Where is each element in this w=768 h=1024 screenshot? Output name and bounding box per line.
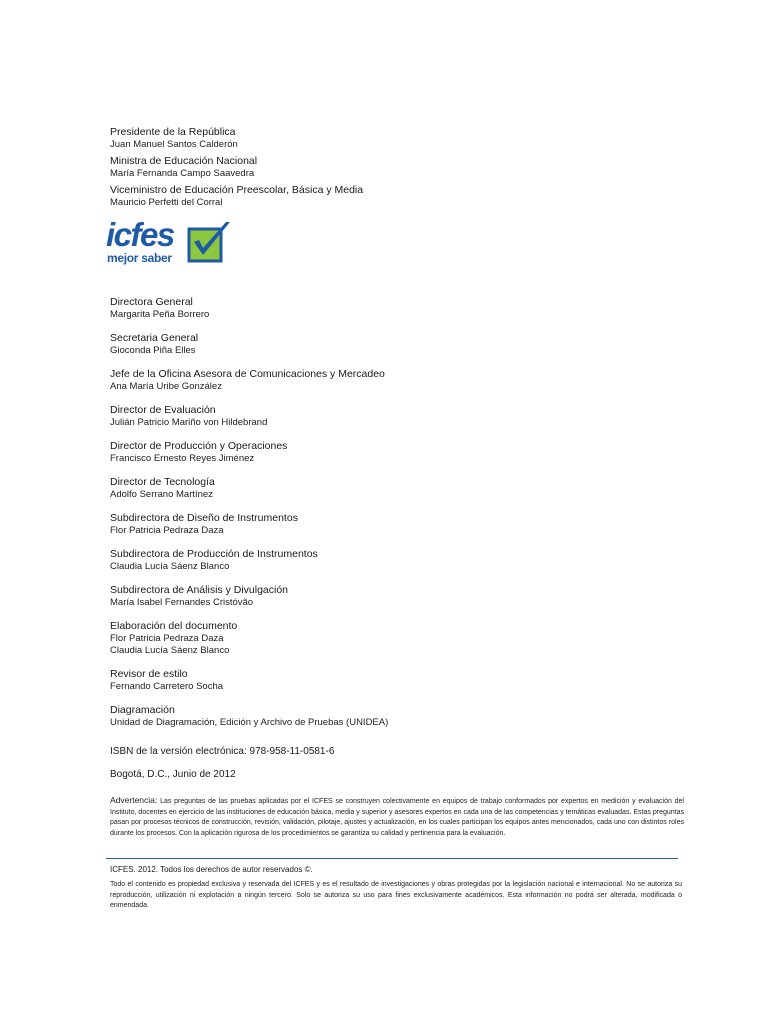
org-role: Director de Evaluación: [110, 404, 216, 416]
org-entry: [110, 332, 680, 357]
org-entry: [110, 440, 680, 465]
icfes-logo: [106, 216, 231, 268]
org-entry: [110, 296, 680, 321]
org-role: Diagramación: [110, 704, 175, 716]
org-role: Elaboración del documento: [110, 620, 238, 632]
org-entry: [110, 368, 680, 393]
org-role: Directora General: [110, 296, 193, 308]
warning-notice: [110, 795, 684, 839]
org-person: Claudia Lucía Sáenz Blanco: [110, 561, 230, 572]
official-entry: [110, 184, 670, 209]
org-entry: [110, 512, 680, 537]
isbn-line: ISBN de la versión electrónica: 978-958-11-0581-6: [110, 746, 335, 757]
org-entry: [110, 404, 680, 429]
org-role: Revisor de estilo: [110, 668, 188, 680]
org-person: Flor Patricia Pedraza Daza: [110, 633, 224, 644]
official-entry: [110, 126, 670, 151]
org-entry: [110, 476, 680, 501]
rights-notice: Todo el contenido es propiedad exclusiva y reservada del ICFES y es el resultado de investigaciones y obras protegidas por la legislación nacional e internacional. No se autoriza su reproducción, utilización ni explotación a ningún tercero. Solo se autoriza su uso para fines exclusivamente académicos. Esta información no podrá ser alterada, modificada o enmendada.: [110, 881, 682, 909]
org-entry: [110, 620, 680, 657]
org-person: Fernando Carretero Socha: [110, 681, 224, 692]
org-role: Subdirectora de Diseño de Instrumentos: [110, 512, 298, 524]
org-entry: [110, 548, 680, 573]
org-person: Unidad de Diagramación, Edición y Archivo de Pruebas (UNIDEA): [110, 717, 389, 728]
org-role: Subdirectora de Análisis y Divulgación: [110, 584, 289, 596]
org-entry: [110, 668, 680, 693]
org-role: Subdirectora de Producción de Instrumentos: [110, 548, 318, 560]
org-entry: [110, 704, 680, 729]
org-role: Director de Tecnología: [110, 476, 215, 488]
org-person: Julián Patricio Mariño von Hildebrand: [110, 417, 268, 428]
official-name: Juan Manuel Santos Calderón: [110, 139, 238, 150]
org-person: Ana María Uribe González: [110, 381, 222, 392]
org-person: Flor Patricia Pedraza Daza: [110, 525, 224, 536]
official-name: María Fernanda Campo Saavedra: [110, 168, 255, 179]
logo-word: icfes: [106, 216, 174, 253]
official-name: Mauricio Perfetti del Corral: [110, 197, 223, 208]
warning-lead: Advertencia:: [110, 795, 158, 805]
warning-text: Las preguntas de las pruebas aplicadas por el ICFES se construyen colectivamente en equipos de trabajo conformados por expertos en medición y evaluación del Instituto, docentes en ejercicio de las instituciones de educación básica, media y superior y asesores expertos en cada una de las competencias y temáticas evaluadas. Estas preguntas pasan por procesos técnicos de construcción, revisión, validación, pilotaje, ajustes y actualización, en los cuales participan los equipos antes mencionados, cada uno con distintos roles durante los procesos. Con la aplicación rigurosa de los procedimientos se garantiza su calidad y pertinencia para la evaluación.: [110, 798, 684, 837]
org-person: Francisco Ernesto Reyes Jiménez: [110, 453, 255, 464]
checkmark-box-icon: [186, 220, 232, 264]
org-person: Margarita Peña Borrero: [110, 309, 210, 320]
organization-list: [110, 296, 680, 740]
official-entry: [110, 155, 670, 180]
org-entry: [110, 584, 680, 609]
org-person: Gioconda Piña Elles: [110, 345, 196, 356]
org-role: Secretaria General: [110, 332, 199, 344]
government-officials: [110, 126, 670, 213]
org-role: Director de Producción y Operaciones: [110, 440, 288, 452]
official-role: Ministra de Educación Nacional: [110, 155, 258, 167]
official-role: Viceministro de Educación Preescolar, Básica y Media: [110, 184, 364, 196]
official-role: Presidente de la República: [110, 126, 236, 138]
copyright-line: ICFES. 2012. Todos los derechos de autor reservados ©.: [110, 865, 313, 874]
org-person: María Isabel Fernandes Cristóvão: [110, 597, 254, 608]
org-person: Claudia Lucía Sáenz Blanco: [110, 645, 230, 656]
org-person: Adolfo Serrano Martínez: [110, 489, 213, 500]
publication-date: Bogotá, D.C., Junio de 2012: [110, 769, 236, 780]
divider: [106, 858, 678, 859]
org-role: Jefe de la Oficina Asesora de Comunicaciones y Mercadeo: [110, 368, 385, 380]
logo-tagline: mejor saber: [107, 251, 172, 265]
